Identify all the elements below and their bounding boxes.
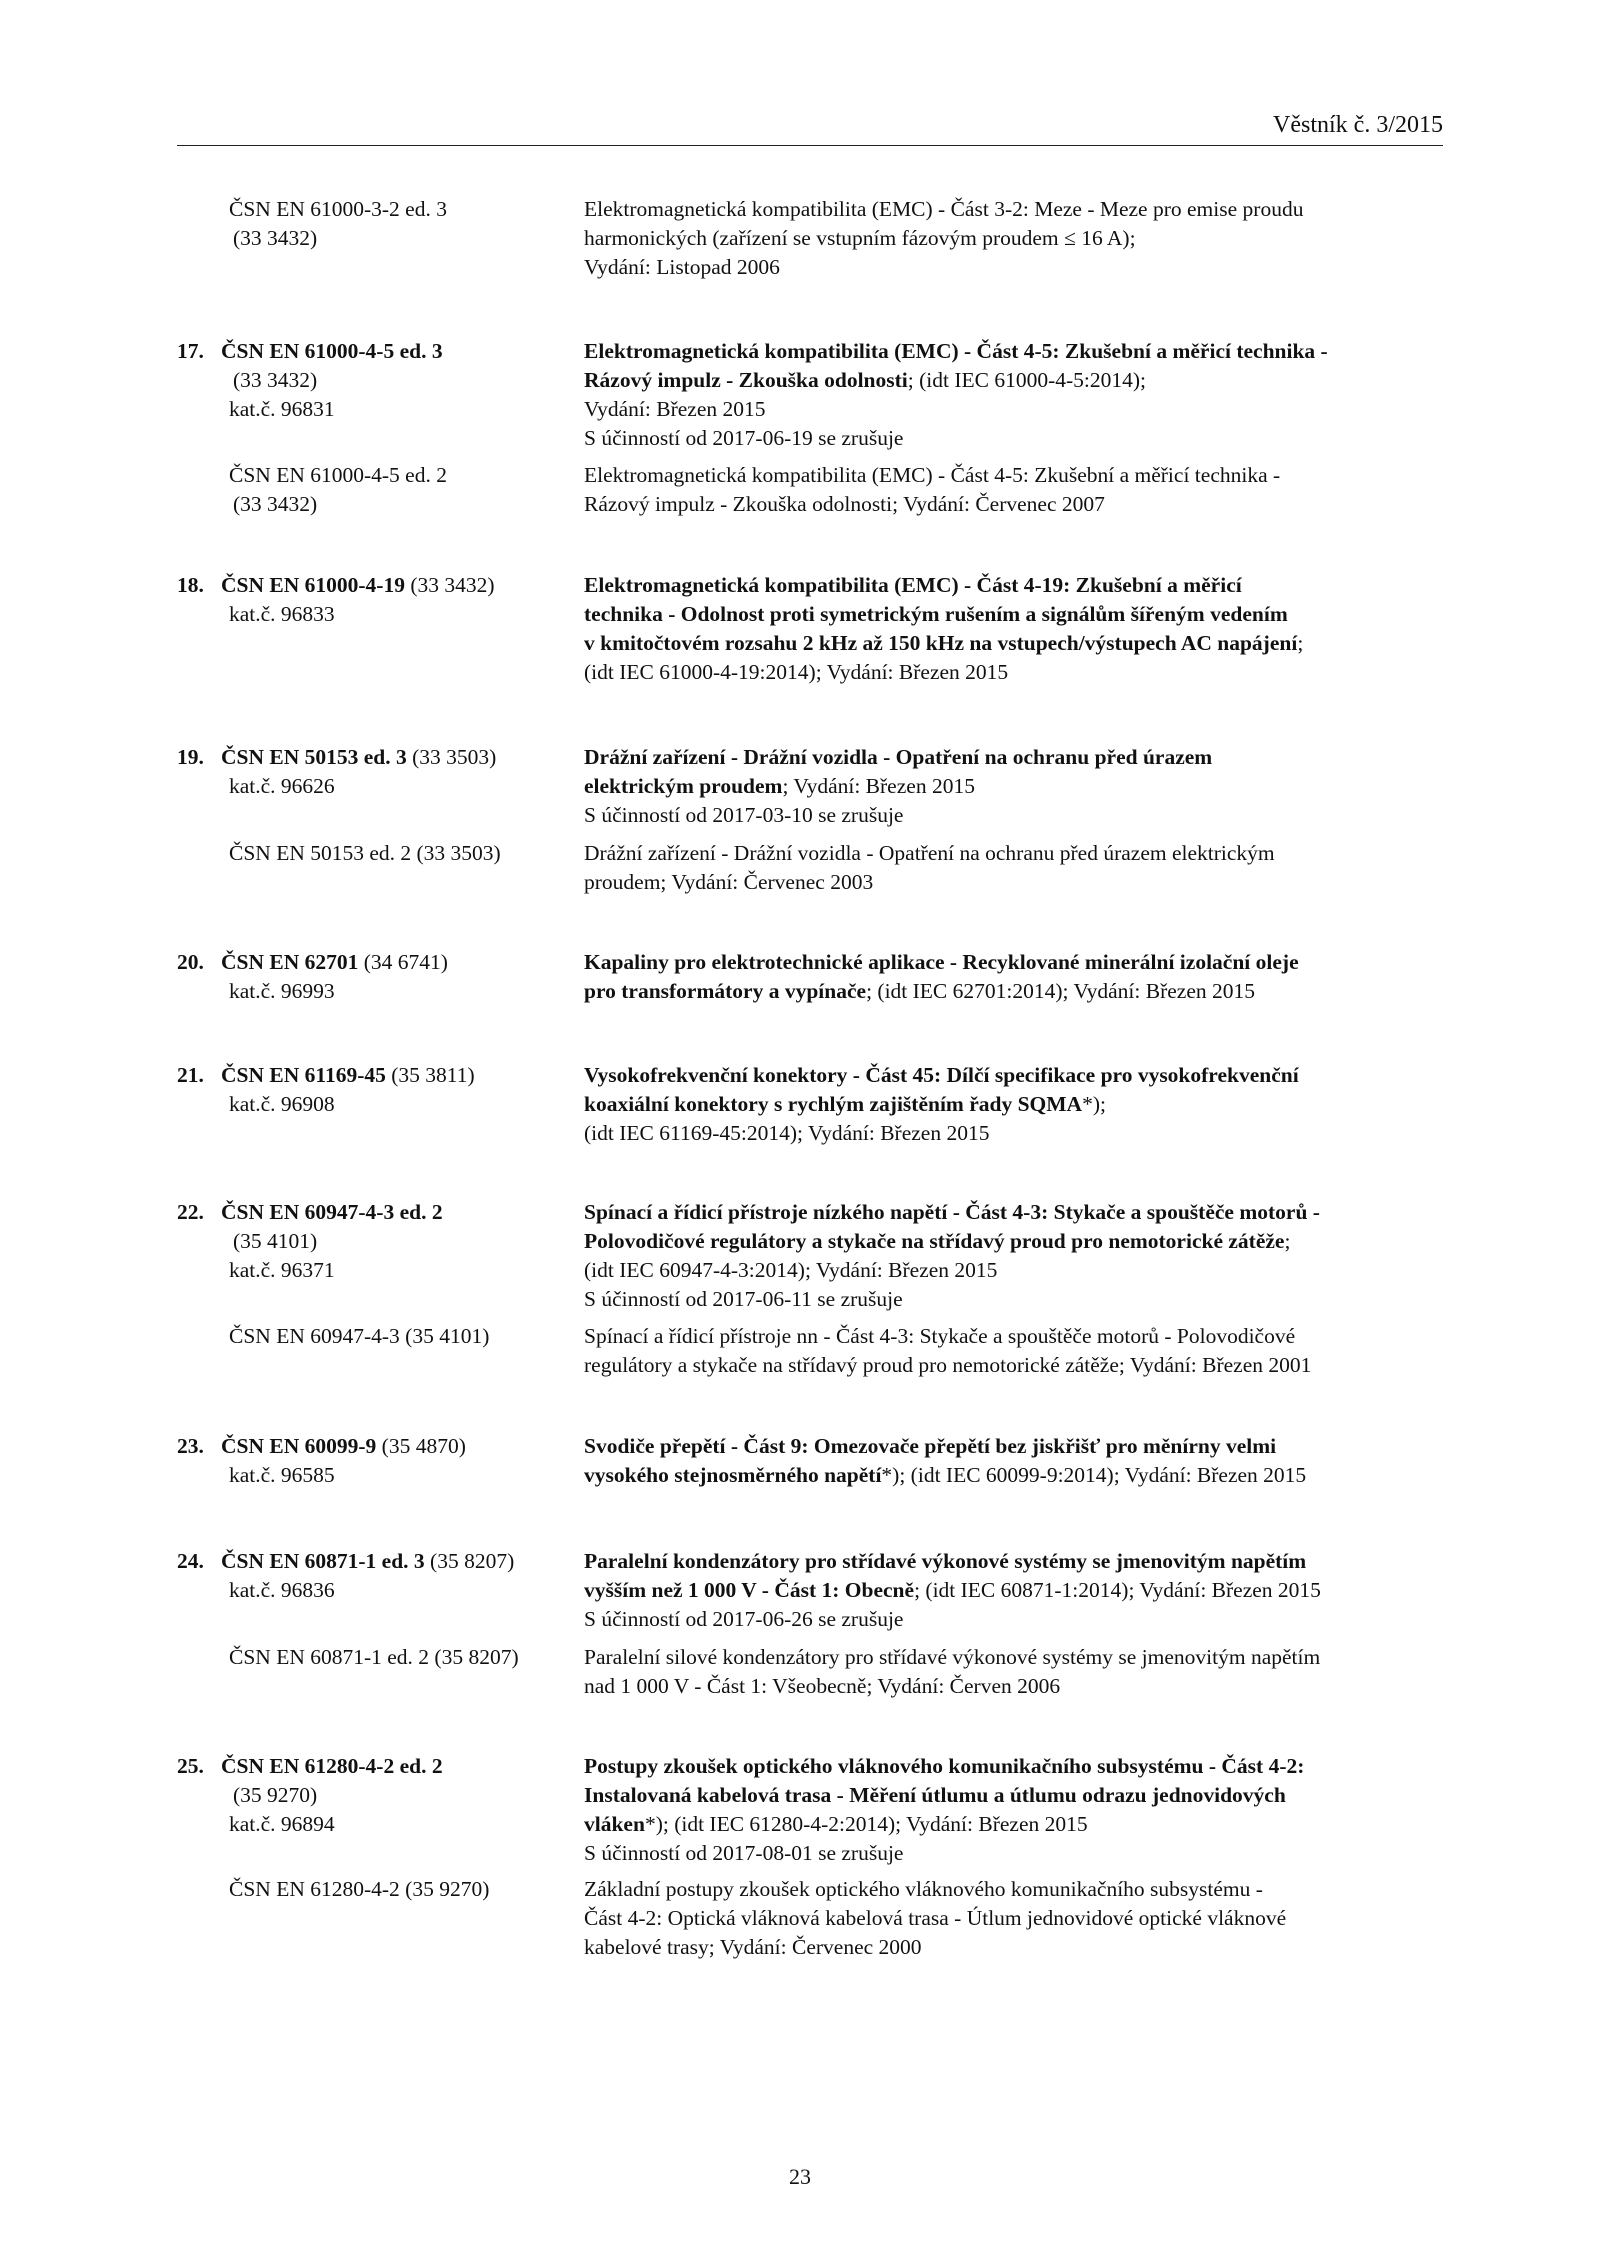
standard-designation (177, 195, 577, 253)
classification-code: (35 3811) (385, 1063, 475, 1087)
title-line: kabelové trasy; Vydání: Červenec 2000 (584, 1935, 922, 1959)
title-line: (idt IEC 60947-4-3:2014); Vydání: Březen 2015 (584, 1258, 998, 1282)
title-line (584, 1781, 1444, 1810)
title-line (584, 743, 1444, 772)
title-tail: ; (idt IEC 62701:2014); Vydání: Březen 2015 (866, 979, 1256, 1003)
standard-designation (177, 1547, 577, 1605)
title-line (584, 600, 1444, 629)
title-tail: ; (idt IEC 61000-4-5:2014); (907, 368, 1147, 392)
title-line (584, 1461, 1444, 1490)
standard-designation (177, 571, 577, 629)
title-bold: Rázový impulz - Zkouška odolnosti (584, 368, 908, 392)
title-bold: Elektromagnetická kompatibilita (EMC) - Část 4-19: Zkušební a měřicí (584, 573, 1242, 597)
title-bold: Paralelní kondenzátory pro střídavé výkonové systémy se jmenovitým napětím (584, 1549, 1307, 1573)
title-bold: Spínací a řídicí přístroje nízkého napětí - Část 4-3: Stykače a spouštěče motorů - (584, 1200, 1320, 1224)
classification-code: (33 3432) (233, 226, 318, 250)
standard-designation (177, 1061, 577, 1119)
standard-title (584, 1061, 1444, 1148)
title-bold: Vysokofrekvenční konektory - Část 45: Dílčí specifikace pro vysokofrekvenční (584, 1063, 1299, 1087)
catalog-number: kat.č. 96371 (229, 1258, 335, 1282)
title-line: Drážní zařízení - Drážní vozidla - Opatření na ochranu před úrazem elektrickým (584, 841, 1275, 865)
title-line (584, 1752, 1444, 1781)
designation-line (177, 337, 577, 366)
classification-code: (35 8207) (424, 1549, 515, 1573)
title-line: regulátory a stykače na střídavý proud pro nemotorické zátěže; Vydání: Březen 2001 (584, 1353, 1312, 1377)
standard-designation (177, 1752, 577, 1839)
title-line: S účinností od 2017-03-10 se zrušuje (584, 803, 904, 827)
classification-code: (35 9270) (233, 1783, 318, 1807)
classification-code: (34 6741) (358, 950, 448, 974)
designation-line (177, 1752, 577, 1781)
entry-number: 24. (177, 1549, 204, 1573)
catalog-number: kat.č. 96908 (229, 1092, 335, 1116)
title-bold: technika - Odolnost proti symetrickým rušením a signálům šířeným vedením (584, 602, 1288, 626)
standard-designation (177, 1643, 577, 1672)
replaced-standard-code: ČSN EN 61280-4-2 (35 9270) (229, 1877, 490, 1901)
standard-title (584, 337, 1444, 453)
standard-title (584, 1432, 1444, 1490)
title-tail: ; (idt IEC 60871-1:2014); Vydání: Březen 2015 (914, 1578, 1321, 1602)
title-line: Rázový impulz - Zkouška odolnosti; Vydání: Červenec 2007 (584, 492, 1105, 516)
title-tail: ; (1297, 631, 1304, 655)
title-bold: Polovodičové regulátory a stykače na střídavý proud pro nemotorické zátěže (584, 1229, 1285, 1253)
title-line: Paralelní silové kondenzátory pro střídavé výkonové systémy se jmenovitým napětím (584, 1645, 1321, 1669)
standard-title (584, 1547, 1444, 1634)
title-line (584, 1547, 1444, 1576)
title-tail: *); (1082, 1092, 1106, 1116)
replaced-standard-code: ČSN EN 50153 ed. 2 (33 3503) (229, 841, 501, 865)
standard-code: ČSN EN 61169-45 (221, 1063, 386, 1087)
title-line: Spínací a řídicí přístroje nn - Část 4-3: Stykače a spouštěče motorů - Polovodičové (584, 1324, 1296, 1348)
title-line: Vydání: Březen 2015 (584, 397, 766, 421)
standard-title (584, 195, 1444, 282)
standard-code: ČSN EN 50153 ed. 3 (221, 745, 407, 769)
title-line (584, 366, 1444, 395)
title-line (584, 1198, 1444, 1227)
title-line (584, 1090, 1444, 1119)
catalog-number: kat.č. 96836 (229, 1578, 335, 1602)
title-line (584, 977, 1444, 1006)
title-line: Část 4-2: Optická vláknová kabelová trasa - Útlum jednovidové optické vláknové (584, 1906, 1287, 1930)
standard-code: ČSN EN 61000-4-5 ed. 3 (221, 339, 443, 363)
designation-line (177, 743, 577, 772)
title-bold: vysokého stejnosměrného napětí (584, 1463, 882, 1487)
replaced-standard-code: ČSN EN 60871-1 ed. 2 (35 8207) (229, 1645, 519, 1669)
entry-number: 21. (177, 1063, 204, 1087)
classification-code: (33 3503) (406, 745, 497, 769)
standard-title (584, 1643, 1444, 1701)
title-line (584, 772, 1444, 801)
title-line (584, 1061, 1444, 1090)
title-bold: Elektromagnetická kompatibilita (EMC) - Část 4-5: Zkušební a měřicí technika - (584, 339, 1328, 363)
title-line: S účinností od 2017-06-11 se zrušuje (584, 1287, 903, 1311)
title-bold: Svodiče přepětí - Část 9: Omezovače přepětí bez jiskřišť pro měnírny velmi (584, 1434, 1277, 1458)
title-line (584, 1576, 1444, 1605)
title-line (584, 1810, 1444, 1839)
title-bold: Postupy zkoušek optického vláknového komunikačního subsystému - Část 4-2: (584, 1754, 1305, 1778)
classification-code: (33 3432) (233, 492, 318, 516)
designation-line (177, 1198, 577, 1227)
standard-designation (177, 1322, 577, 1351)
title-bold: elektrickým proudem (584, 774, 783, 798)
title-tail: ; (1284, 1229, 1291, 1253)
title-bold: pro transformátory a vypínače (584, 979, 867, 1003)
standard-designation (177, 948, 577, 1006)
classification-code: (35 4101) (233, 1229, 318, 1253)
catalog-number: kat.č. 96626 (229, 774, 335, 798)
standard-designation (177, 743, 577, 801)
standard-title (584, 743, 1444, 830)
entry-number: 17. (177, 339, 204, 363)
standard-title (584, 1322, 1444, 1380)
replaced-standard-code: ČSN EN 61000-4-5 ed. 2 (229, 463, 447, 487)
header-rule (177, 145, 1443, 146)
title-bold: Kapaliny pro elektrotechnické aplikace - Recyklované minerální izolační oleje (584, 950, 1299, 974)
replaced-standard-code: ČSN EN 60947-4-3 (35 4101) (229, 1324, 490, 1348)
catalog-number: kat.č. 96833 (229, 602, 335, 626)
classification-code: (33 3432) (404, 573, 495, 597)
title-bold: Drážní zařízení - Drážní vozidla - Opatření na ochranu před úrazem (584, 745, 1213, 769)
entry-number: 25. (177, 1754, 204, 1778)
title-line: Základní postupy zkoušek optického vláknového komunikačního subsystému - (584, 1877, 1263, 1901)
title-line: Elektromagnetická kompatibilita (EMC) - Část 3-2: Meze - Meze pro emise proudu (584, 197, 1304, 221)
standard-code: ČSN EN 60871-1 ed. 3 (221, 1549, 425, 1573)
standard-designation (177, 1432, 577, 1490)
title-line: harmonických (zařízení se vstupním fázovým proudem ≤ 16 A); (584, 226, 1136, 250)
title-bold: vyšším než 1 000 V - Část 1: Obecně (584, 1578, 915, 1602)
title-tail: *); (idt IEC 61280-4-2:2014); Vydání: Březen 2015 (644, 1812, 1088, 1836)
standard-designation (177, 337, 577, 424)
designation-line (177, 948, 577, 977)
title-line (584, 1227, 1444, 1256)
catalog-number: kat.č. 96585 (229, 1463, 335, 1487)
designation-line (177, 1432, 577, 1461)
title-line: S účinností od 2017-06-26 se zrušuje (584, 1607, 904, 1631)
title-line (584, 337, 1444, 366)
entry-number: 19. (177, 745, 204, 769)
title-line: (idt IEC 61000-4-19:2014); Vydání: Březen 2015 (584, 660, 1009, 684)
standard-title (584, 948, 1444, 1006)
catalog-number: kat.č. 96993 (229, 979, 335, 1003)
page-number: 23 (789, 2164, 811, 2189)
designation-line (177, 1061, 577, 1090)
header-title: Věstník č. 3/2015 (1273, 112, 1443, 138)
title-line: Elektromagnetická kompatibilita (EMC) - Část 4-5: Zkušební a měřicí technika - (584, 463, 1281, 487)
classification-code: (35 4870) (376, 1434, 466, 1458)
entry-number: 22. (177, 1200, 204, 1224)
title-line: S účinností od 2017-06-19 se zrušuje (584, 426, 904, 450)
title-line: nad 1 000 V - Část 1: Všeobecně; Vydání: Červen 2006 (584, 1674, 1061, 1698)
standard-code: ČSN EN 61280-4-2 ed. 2 (221, 1754, 443, 1778)
title-line: Vydání: Listopad 2006 (584, 255, 780, 279)
title-line (584, 948, 1444, 977)
entry-number: 23. (177, 1434, 204, 1458)
title-line: proudem; Vydání: Červenec 2003 (584, 870, 874, 894)
title-bold: koaxiální konektory s rychlým zajištěním řady SQMA (584, 1092, 1083, 1116)
standard-designation (177, 461, 577, 519)
standard-code: ČSN EN 61000-4-19 (221, 573, 405, 597)
title-tail: ; Vydání: Březen 2015 (782, 774, 975, 798)
standard-title (584, 839, 1444, 897)
title-line (584, 1432, 1444, 1461)
standard-title (584, 571, 1444, 687)
standard-code: ČSN EN 62701 (221, 950, 359, 974)
standard-title (584, 1752, 1444, 1868)
title-bold: vláken (584, 1812, 645, 1836)
replaced-standard-code: ČSN EN 61000-3-2 ed. 3 (229, 197, 447, 221)
title-line: S účinností od 2017-08-01 se zrušuje (584, 1841, 904, 1865)
catalog-number: kat.č. 96894 (229, 1812, 335, 1836)
catalog-number: kat.č. 96831 (229, 397, 335, 421)
title-bold: Instalovaná kabelová trasa - Měření útlumu a útlumu odrazu jednovidových (584, 1783, 1286, 1807)
title-line (584, 571, 1444, 600)
standard-code: ČSN EN 60947-4-3 ed. 2 (221, 1200, 443, 1224)
title-line (584, 629, 1444, 658)
entry-number: 20. (177, 950, 204, 974)
designation-line (177, 1547, 577, 1576)
standard-designation (177, 1198, 577, 1285)
standard-designation (177, 839, 577, 868)
standard-title (584, 461, 1444, 519)
standard-code: ČSN EN 60099-9 (221, 1434, 377, 1458)
designation-line (177, 571, 577, 600)
title-line: (idt IEC 61169-45:2014); Vydání: Březen 2015 (584, 1121, 990, 1145)
standard-designation (177, 1875, 577, 1904)
entry-number: 18. (177, 573, 204, 597)
standard-title (584, 1198, 1444, 1314)
classification-code: (33 3432) (233, 368, 318, 392)
title-tail: *); (idt IEC 60099-9:2014); Vydání: Březen 2015 (881, 1463, 1307, 1487)
title-bold: v kmitočtovém rozsahu 2 kHz až 150 kHz na vstupech/výstupech AC napájení (584, 631, 1298, 655)
standard-title (584, 1875, 1444, 1962)
